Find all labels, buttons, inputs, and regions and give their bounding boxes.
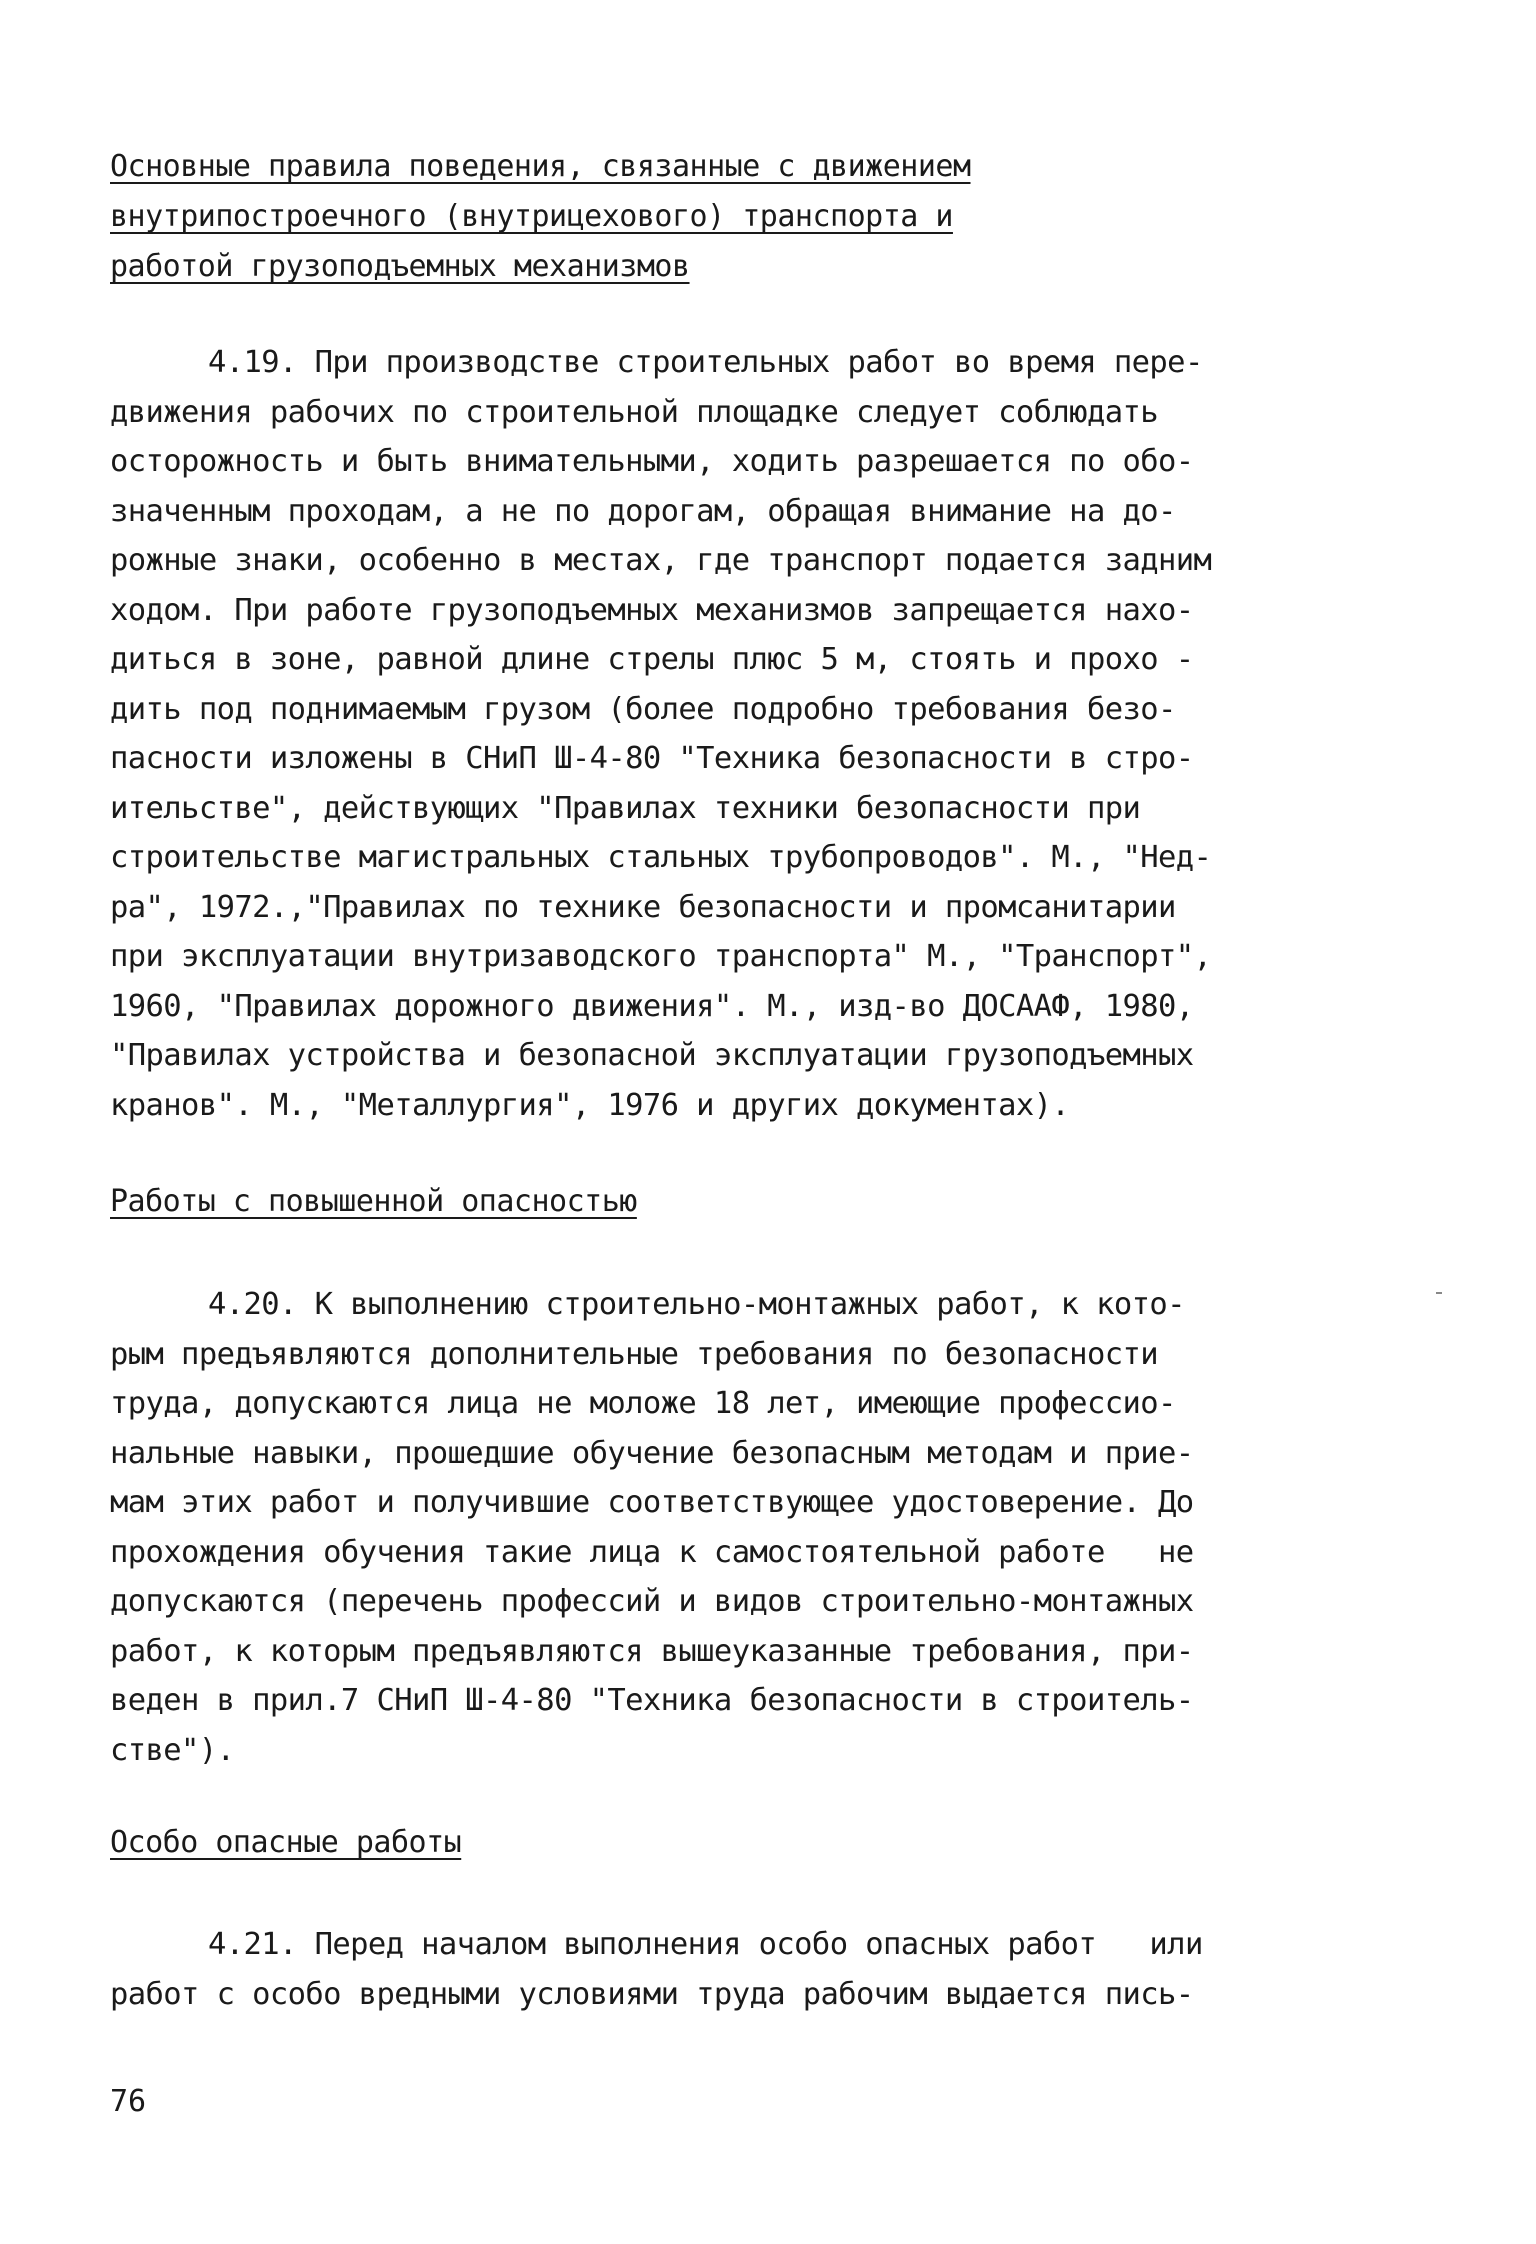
section-heading-hazardous-work xyxy=(110,1177,1360,1227)
text-line: рым предъявляются дополнительные требования по безопасности xyxy=(110,1336,1158,1372)
text-line: ходом. При работе грузоподъемных механизмов запрещается нахо- xyxy=(110,592,1194,628)
text-line: 1960, "Правилах дорожного движения". М., изд-во ДОСААФ, 1980, xyxy=(110,988,1194,1024)
text-line: кранов". М., "Металлургия", 1976 и других документах). xyxy=(110,1087,1070,1123)
text-line: работ, к которым предъявляются вышеуказанные требования, при- xyxy=(110,1633,1194,1669)
paragraph-4-19 xyxy=(110,338,1360,1130)
text-line: прохождения обучения такие лица к самостоятельной работе не xyxy=(110,1534,1194,1570)
text-line: диться в зоне, равной длине стрелы плюс 5 м, стоять и прохо - xyxy=(110,642,1194,677)
text-line: ительстве", действующих "Правилах техники безопасности при xyxy=(110,790,1141,826)
text-line: работ с особо вредными условиями труда рабочим выдается пись- xyxy=(110,1976,1194,2012)
text-line: значенным проходам, а не по дорогам, обращая внимание на до- xyxy=(110,493,1176,529)
scan-artifact-mark xyxy=(1436,1292,1442,1294)
text-line: осторожность и быть внимательными, ходить разрешается по обо- xyxy=(110,444,1194,479)
page-number: 76 xyxy=(110,2084,147,2119)
text-line: дить под поднимаемым грузом (более подробно требования безо- xyxy=(110,691,1176,727)
heading-line: Основные правила поведения, связанные с движением xyxy=(110,149,971,184)
section-heading-especially-dangerous-work xyxy=(110,1818,1360,1868)
text-line: веден в прил.7 СНиП Ш-4-80 "Техника безопасности в строитель- xyxy=(110,1683,1194,1718)
text-line: ра", 1972.,"Правилах по технике безопасности и промсанитарии xyxy=(110,889,1176,925)
heading-line: Работы с повышенной опасностью xyxy=(110,1184,637,1219)
text-line: труда, допускаются лица не моложе 18 лет, имеющие профессио- xyxy=(110,1386,1176,1421)
heading-line: Особо опасные работы xyxy=(110,1825,462,1860)
text-line: при эксплуатации внутризаводского транспорта" М., "Транспорт", xyxy=(110,939,1212,974)
text-line: допускаются (перечень профессий и видов строительно-монтажных xyxy=(110,1584,1194,1619)
text-line: нальные навыки, прошедшие обучение безопасным методам и прие- xyxy=(110,1435,1194,1471)
text-line: движения рабочих по строительной площадке следует соблюдать xyxy=(110,394,1158,430)
heading-line: внутрипостроечного (внутрицехового) транспорта и xyxy=(110,199,953,234)
text-line: пасности изложены в СНиП Ш-4-80 "Техника безопасности в стро- xyxy=(110,741,1194,776)
section-heading-traffic xyxy=(110,142,1360,292)
text-line: строительстве магистральных стальных трубопроводов". М., "Нед- xyxy=(110,840,1212,875)
text-line: стве"). xyxy=(110,1732,235,1768)
text-line: рожные знаки, особенно в местах, где транспорт подается задним xyxy=(110,543,1212,578)
text-line: 4.20. К выполнению строительно-монтажных работ, к кото- xyxy=(208,1287,1185,1322)
text-line: 4.19. При производстве строительных работ во время пере- xyxy=(208,345,1203,380)
text-line: 4.21. Перед началом выполнения особо опасных работ или xyxy=(208,1927,1203,1962)
heading-line: работой грузоподъемных механизмов xyxy=(110,249,690,284)
paragraph-4-20 xyxy=(110,1280,1360,1775)
text-line: "Правилах устройства и безопасной эксплуатации грузоподъемных xyxy=(110,1038,1194,1073)
text-line: мам этих работ и получившие соответствующее удостоверение. До xyxy=(110,1485,1194,1520)
paragraph-4-21 xyxy=(110,1920,1360,2019)
